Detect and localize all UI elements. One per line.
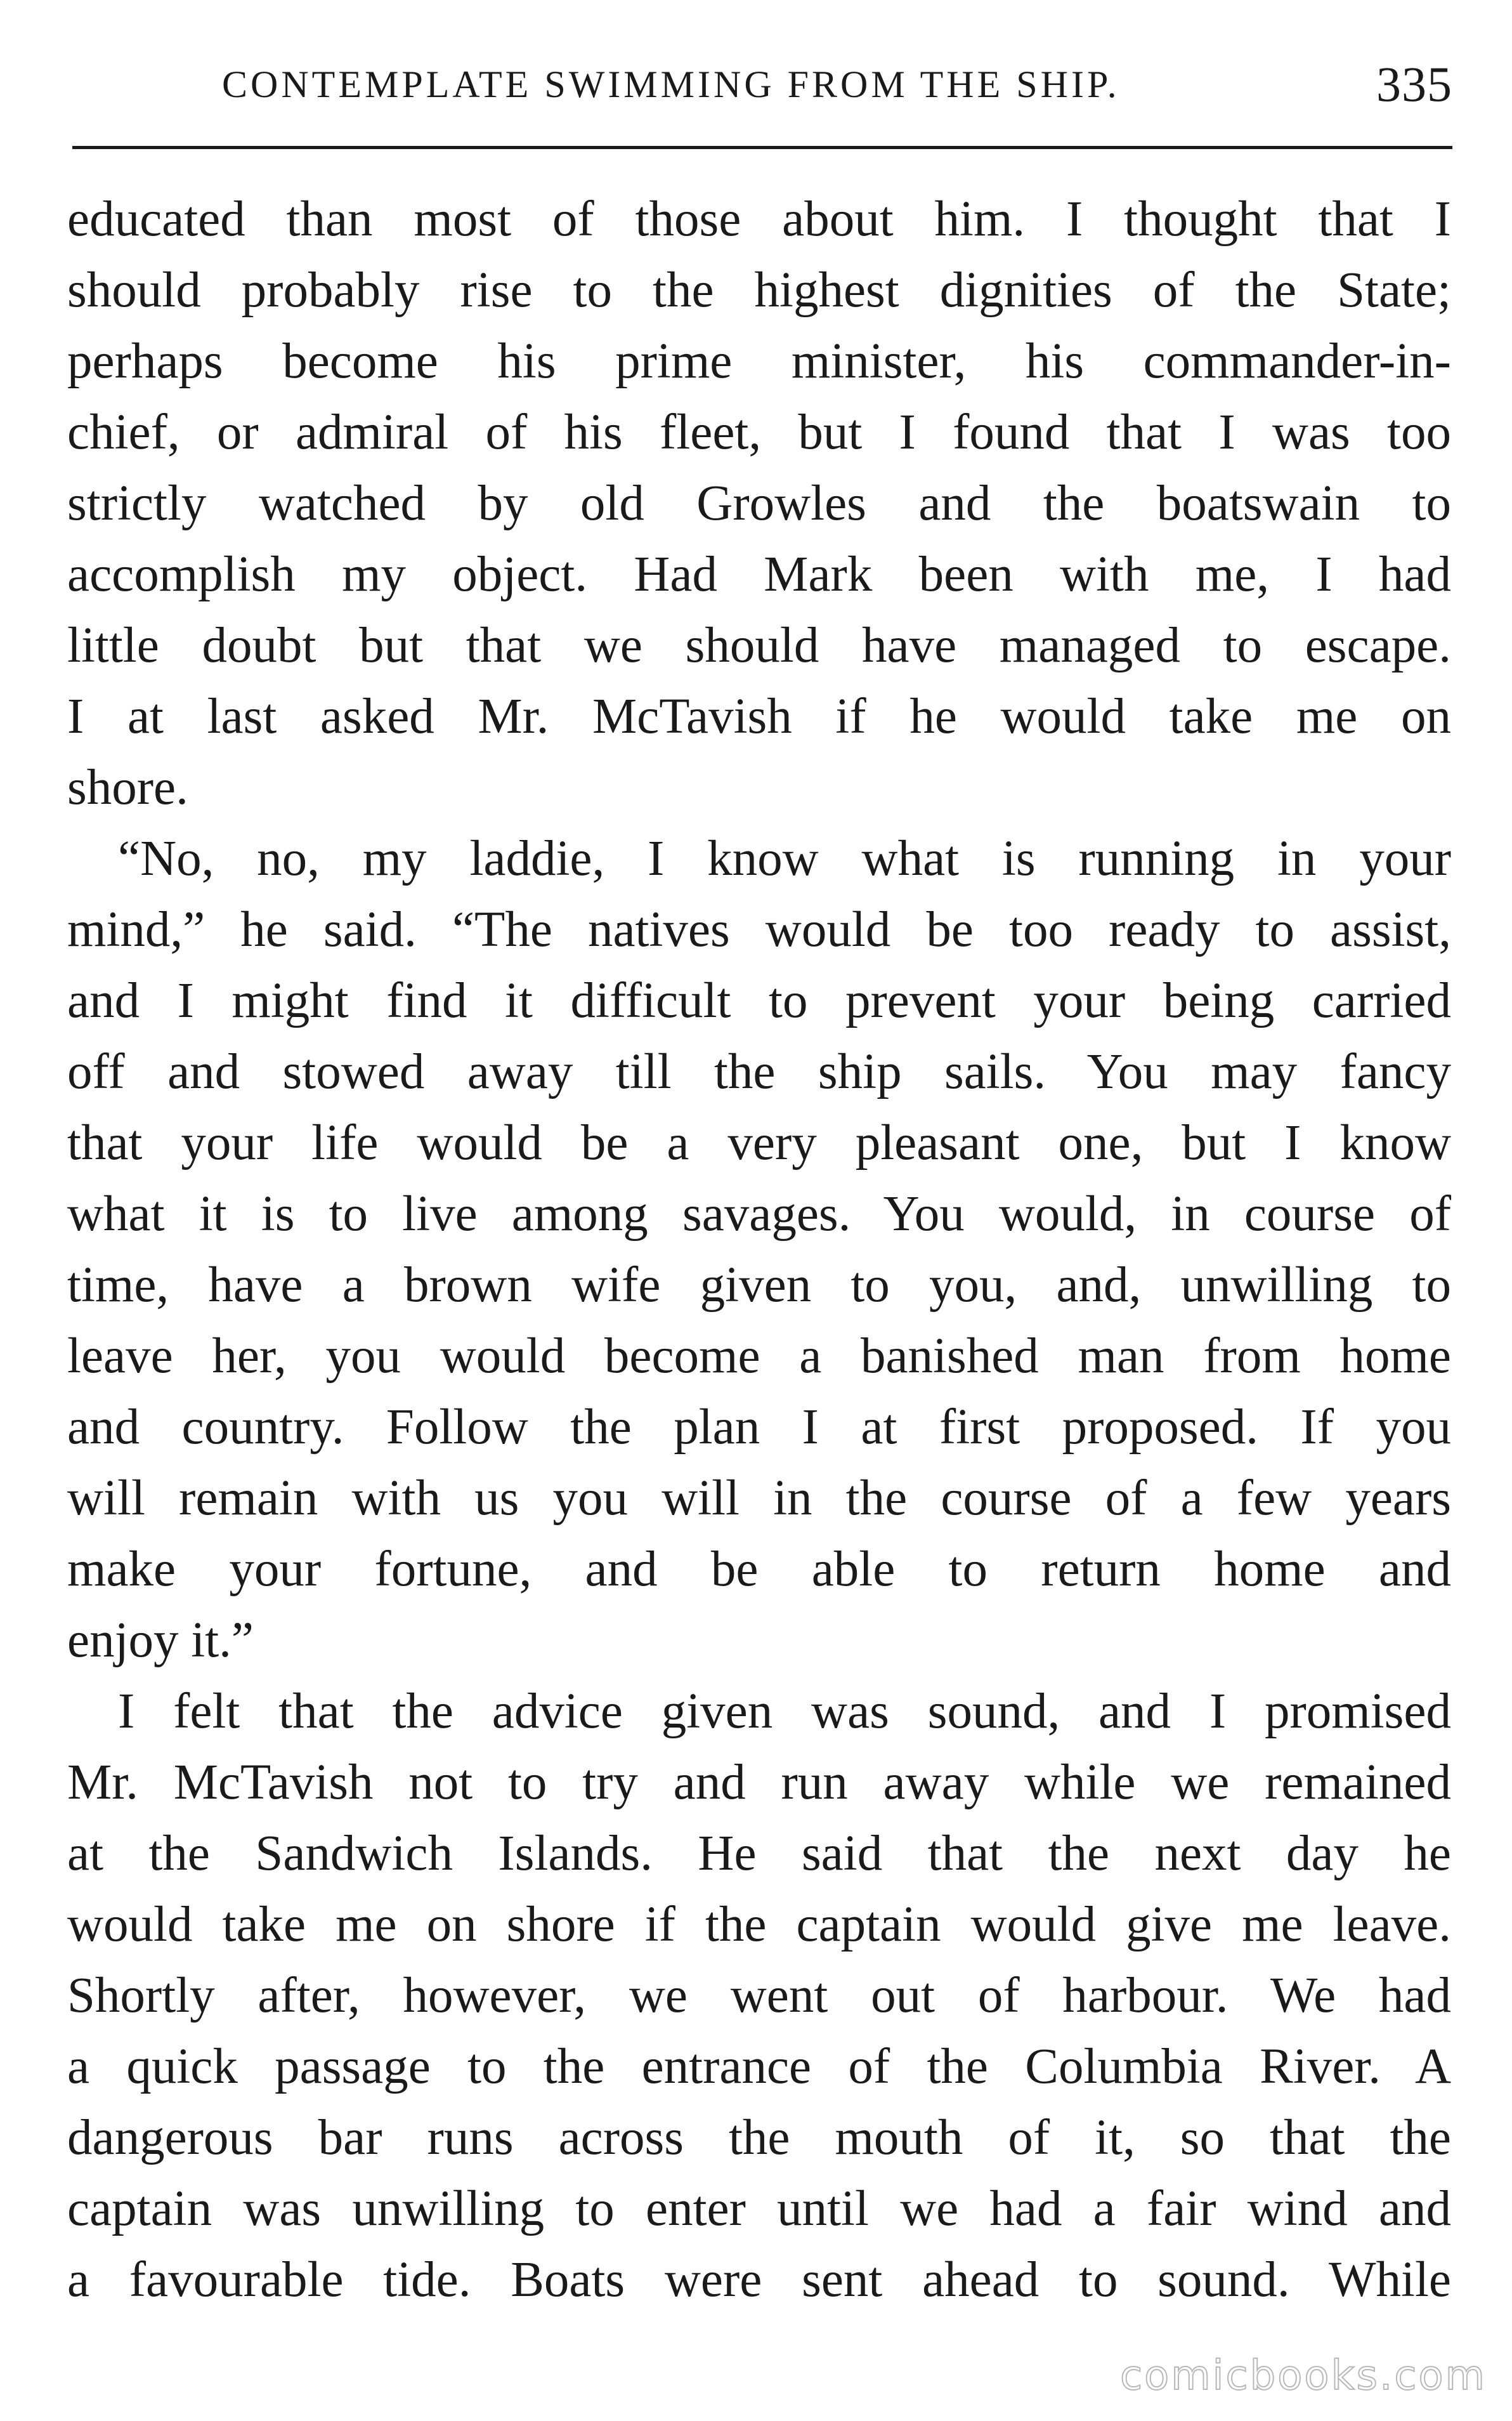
text-line: shore. xyxy=(67,760,188,815)
text-line: Mr. McTavish not to try and run away while we remained xyxy=(67,1755,1451,1810)
text-line: mind,” he said. “The natives would be too ready to assist, xyxy=(67,902,1451,957)
text-line: strictly watched by old Growles and the boatswain to xyxy=(67,476,1451,531)
text-line: little doubt but that we should have managed to escape. xyxy=(67,618,1451,673)
text-line: leave her, you would become a banished man from home xyxy=(67,1329,1451,1384)
text-line: will remain with us you will in the course of a few years xyxy=(67,1471,1451,1526)
text-line: at the Sandwich Islands. He said that the next day he xyxy=(67,1826,1451,1881)
watermark: comicbooks.com xyxy=(1119,2352,1487,2399)
text-line: and country. Follow the plan I at first proposed. If you xyxy=(67,1400,1451,1455)
text-line: and I might find it difficult to prevent your being carried xyxy=(67,973,1451,1028)
text-line: perhaps become his prime minister, his commander-in- xyxy=(67,334,1451,389)
text-line: would take me on shore if the captain would give me leave. xyxy=(67,1897,1451,1952)
text-line: “No, no, my laddie, I know what is running in your xyxy=(118,831,1451,886)
text-line: should probably rise to the highest dignities of the State; xyxy=(67,263,1451,318)
page-number: 335 xyxy=(1376,56,1452,112)
body-text xyxy=(67,184,1451,2316)
text-line: a quick passage to the entrance of the Columbia River. A xyxy=(67,2039,1451,2094)
header-rule xyxy=(72,146,1452,149)
text-line: that your life would be a very pleasant one, but I know xyxy=(67,1115,1451,1171)
text-line: captain was unwilling to enter until we had a fair wind and xyxy=(67,2181,1451,2236)
text-line: chief, or admiral of his fleet, but I found that I was too xyxy=(67,405,1451,460)
text-line: accomplish my object. Had Mark been with me, I had xyxy=(67,547,1451,602)
running-head xyxy=(222,49,1452,119)
text-line: off and stowed away till the ship sails. You may fancy xyxy=(67,1044,1451,1099)
text-line: I felt that the advice given was sound, and I promised xyxy=(118,1684,1451,1739)
text-line: enjoy it.” xyxy=(67,1613,254,1668)
text-line: a favourable tide. Boats were sent ahead to sound. While xyxy=(67,2252,1451,2307)
text-line: make your fortune, and be able to return home and xyxy=(67,1542,1451,1597)
running-title: CONTEMPLATE SWIMMING FROM THE SHIP. xyxy=(222,63,1120,105)
text-line: educated than most of those about him. I thought that I xyxy=(67,192,1451,247)
text-line: what it is to live among savages. You would, in course of xyxy=(67,1186,1451,1242)
text-line: dangerous bar runs across the mouth of it, so that the xyxy=(67,2110,1451,2165)
text-line: I at last asked Mr. McTavish if he would take me on xyxy=(67,689,1451,744)
text-line: time, have a brown wife given to you, and, unwilling to xyxy=(67,1257,1451,1313)
text-line: Shortly after, however, we went out of harbour. We had xyxy=(67,1968,1451,2023)
